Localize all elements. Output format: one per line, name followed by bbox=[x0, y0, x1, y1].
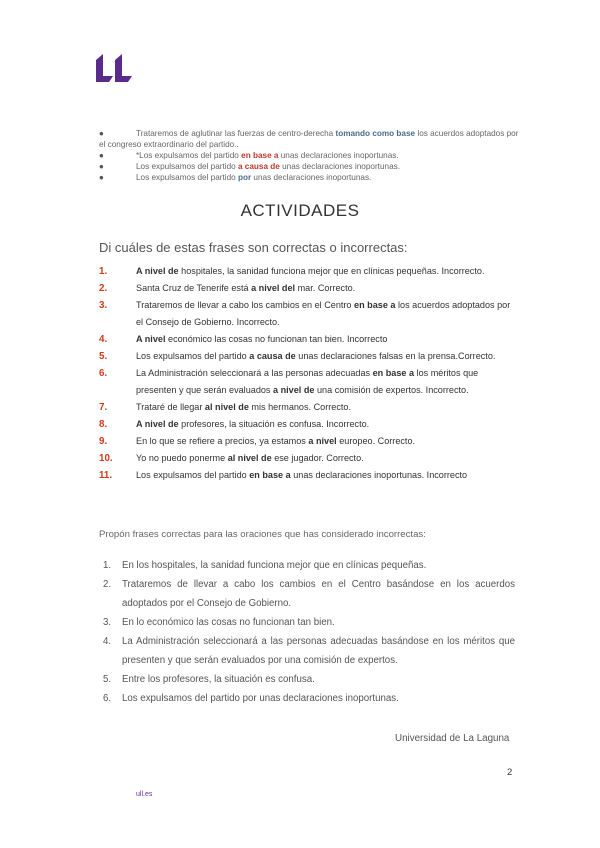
bullet-item: ● Los expulsamos del partido a causa de unas declaraciones inoportunas. bbox=[99, 162, 400, 171]
exercise-item: 2. Santa Cruz de Tenerife está a nivel del mar. Correcto. bbox=[99, 283, 356, 294]
answer-item: 6. Los expulsamos del partido por unas declaraciones inoportunas. bbox=[103, 693, 399, 704]
exercise-item: 1. A nivel de hospitales, la sanidad funciona mejor que en clínicas pequeñas. Incorrecto. bbox=[99, 266, 485, 277]
answer-list bbox=[103, 556, 515, 708]
answers-instructions: Propón frases correctas para las oraciones que has considerado incorrectas: bbox=[99, 529, 426, 540]
exercise-item: 9. En lo que se refiere a precios, ya estamos a nivel europeo. Correcto. bbox=[99, 436, 416, 447]
answer-item: 5. Entre los profesores, la situación es confusa. bbox=[103, 674, 315, 685]
page-number: 2 bbox=[507, 767, 513, 778]
exercise-item: 11. Los expulsamos del partido en base a unas declaraciones inoportunas. Incorrecto bbox=[99, 470, 468, 481]
answer-item: 3. En lo económico las cosas no funcionan tan bien. bbox=[103, 617, 335, 628]
site-link[interactable]: ull.es bbox=[136, 791, 153, 798]
exercise-list bbox=[99, 263, 515, 484]
exercise-item: 3. Trataremos de llevar a cabo los cambios en el Centro en base a los acuerdos adoptados por el Consejo de Gobierno. Incorrecto. bbox=[99, 300, 511, 327]
bullet-list bbox=[99, 128, 519, 183]
bullet-item: ● Trataremos de aglutinar las fuerzas de centro-derecha tomando como base los acuerdos adoptados por el congreso extraordinario del partido.. bbox=[99, 129, 519, 149]
section-title: ACTIVIDADES bbox=[240, 201, 360, 220]
exercise-item: 10. Yo no puedo ponerme al nivel de ese jugador. Correcto. bbox=[99, 453, 364, 464]
exercise-item: 7. Trataré de llegar al nivel de mis hermanos. Correcto. bbox=[99, 402, 351, 413]
university-name: Universidad de La Laguna bbox=[395, 733, 510, 744]
exercise-item: 6. La Administración seleccionará a las personas adecuadas en base a los méritos que presenten y que serán evaluados a nivel de una comisión de expertos. Incorrecto. bbox=[99, 368, 479, 395]
answer-item: 1. En los hospitales, la sanidad funciona mejor que en clínicas pequeñas. bbox=[103, 560, 427, 571]
exercise-item: 5. Los expulsamos del partido a causa de unas declaraciones falsas en la prensa.Correcto. bbox=[99, 351, 496, 362]
answer-item: 2. Trataremos de llevar a cabo los cambios en el Centro basándose en los acuerdos adoptados por el Consejo de Gobierno. bbox=[103, 579, 515, 609]
exercise-instructions: Di cuáles de estas frases son correctas o incorrectas: bbox=[99, 240, 408, 255]
ull-logo-icon bbox=[94, 52, 134, 84]
bullet-item: ● Los expulsamos del partido por unas declaraciones inoportunas. bbox=[99, 173, 372, 182]
bullet-item: ● *Los expulsamos del partido en base a unas declaraciones inoportunas. bbox=[99, 151, 399, 160]
answer-item: 4. La Administración seleccionará a las personas adecuadas basándose en los méritos que presenten y que serán evaluados por una comisión de expertos. bbox=[103, 636, 515, 666]
exercise-item: 8. A nivel de profesores, la situación es confusa. Incorrecto. bbox=[99, 419, 370, 430]
exercise-item: 4. A nivel económico las cosas no funcionan tan bien. Incorrecto bbox=[99, 334, 388, 345]
